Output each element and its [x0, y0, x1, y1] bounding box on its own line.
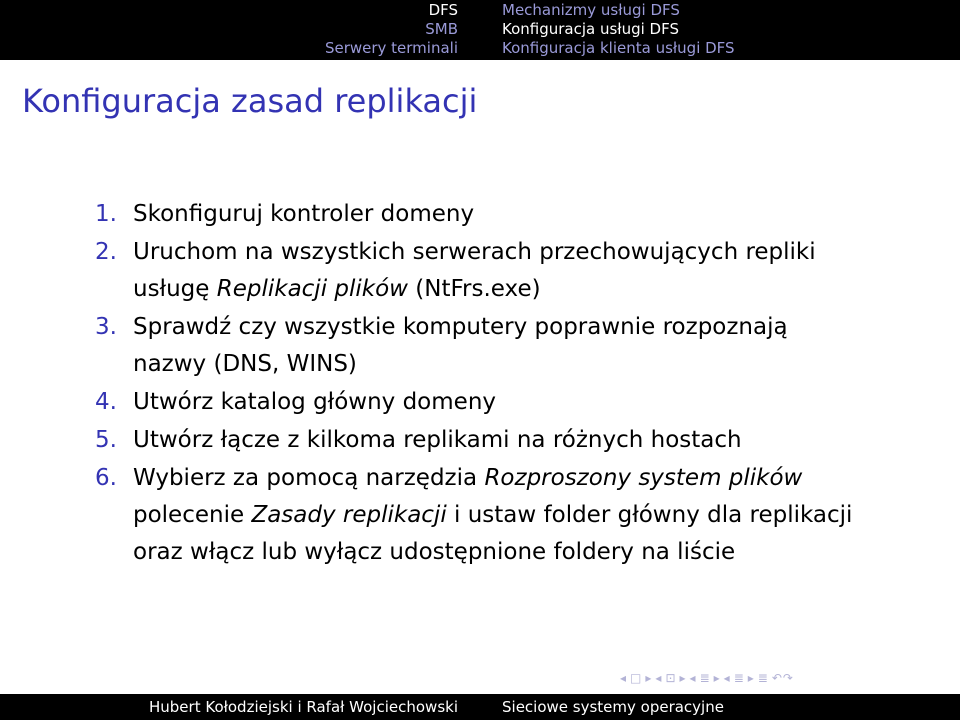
text-run: Wybierz za pomocą narzędzia	[133, 465, 485, 491]
text-run: oraz włącz lub wyłącz udostępnione foldery na liście	[133, 539, 736, 565]
nav-next-slide-icon[interactable]: ▸	[747, 671, 755, 685]
list-item	[95, 384, 925, 421]
beamer-navigation-symbols	[620, 671, 797, 689]
list-item	[95, 309, 925, 383]
enumerated-list	[95, 196, 925, 572]
text-run: Utwórz katalog główny domeny	[133, 389, 497, 415]
list-item-line	[133, 271, 925, 308]
nav-frame-icon[interactable]: □	[630, 671, 643, 685]
list-item-number: 3.	[95, 314, 117, 340]
nav-section-icon[interactable]: ≣	[699, 671, 711, 685]
nav-search-icon[interactable]: ↶↷	[771, 671, 794, 685]
list-item-number: 1.	[95, 201, 117, 227]
list-item-line	[133, 460, 925, 497]
nav-prev-section-icon[interactable]: ◂	[689, 671, 697, 685]
text-run: usługę	[133, 276, 217, 302]
nav-prev-frame-icon[interactable]: ◂	[620, 671, 628, 685]
list-item-line	[133, 234, 925, 271]
nav-section-dfs[interactable]: DFS	[428, 1, 458, 19]
nav-subsection-dfs-mechanisms[interactable]: Mechanizmy usługi DFS	[502, 1, 680, 19]
list-item-number: 2.	[95, 239, 117, 265]
nav-prev-slide-icon[interactable]: ◂	[723, 671, 731, 685]
list-item-line	[133, 534, 925, 571]
text-run: Uruchom na wszystkich serwerach przechowujących repliki	[133, 239, 816, 265]
list-item-line	[133, 196, 925, 233]
text-run: (NtFrs.exe)	[407, 276, 541, 302]
list-item-line	[133, 384, 925, 421]
list-item	[95, 422, 925, 459]
nav-subsection-icon[interactable]: ⊡	[665, 671, 677, 685]
nav-next-section-icon[interactable]: ▸	[713, 671, 721, 685]
list-item-line	[133, 346, 925, 383]
section-nav	[0, 0, 480, 60]
nav-next-subsection-icon[interactable]: ▸	[679, 671, 687, 685]
footer-course: Sieciowe systemy operacyjne	[502, 698, 724, 716]
emphasized-text: Replikacji plików	[216, 276, 408, 302]
nav-subsection-dfs-config[interactable]: Konfiguracja usługi DFS	[502, 20, 679, 38]
nav-section-terminal-servers[interactable]: Serwery terminali	[324, 39, 458, 57]
text-run: polecenie	[133, 502, 252, 528]
list-item	[95, 234, 925, 308]
list-item	[95, 460, 925, 571]
footer-authors: Hubert Kołodziejski i Rafał Wojciechowski	[149, 698, 458, 716]
text-run: Sprawdź czy wszystkie komputery poprawnie rozpoznają	[133, 314, 788, 340]
subsection-nav	[502, 0, 958, 60]
nav-slide-icon[interactable]: ≣	[733, 671, 745, 685]
footer-left	[0, 694, 480, 720]
text-run: i ustaw folder główny dla replikacji	[446, 502, 853, 528]
list-item	[95, 196, 925, 233]
list-item-line	[133, 309, 925, 346]
nav-section-smb[interactable]: SMB	[425, 20, 458, 38]
header-navigation-bar	[0, 0, 960, 60]
list-item-number: 6.	[95, 465, 117, 491]
emphasized-text: Zasady replikacji	[251, 502, 447, 528]
list-item-line	[133, 497, 925, 534]
nav-subsection-dfs-client-config[interactable]: Konfiguracja klienta usługi DFS	[502, 39, 735, 57]
nav-next-frame-icon[interactable]: ▸	[645, 671, 653, 685]
emphasized-text: Rozproszony system plików	[484, 465, 803, 491]
nav-prev-subsection-icon[interactable]: ◂	[655, 671, 663, 685]
text-run: Skonfiguruj kontroler domeny	[133, 201, 475, 227]
text-run: Utwórz łącze z kilkoma replikami na różnych hostach	[133, 427, 742, 453]
text-run: nazwy (DNS, WINS)	[133, 351, 357, 377]
list-item-line	[133, 422, 925, 459]
footer-right	[502, 694, 960, 720]
list-item-number: 4.	[95, 389, 117, 415]
footer-bar	[0, 694, 960, 720]
nav-document-icon[interactable]: ≣	[757, 671, 769, 685]
list-item-number: 5.	[95, 427, 117, 453]
slide-title: Konfiguracja zasad replikacji	[22, 82, 478, 120]
